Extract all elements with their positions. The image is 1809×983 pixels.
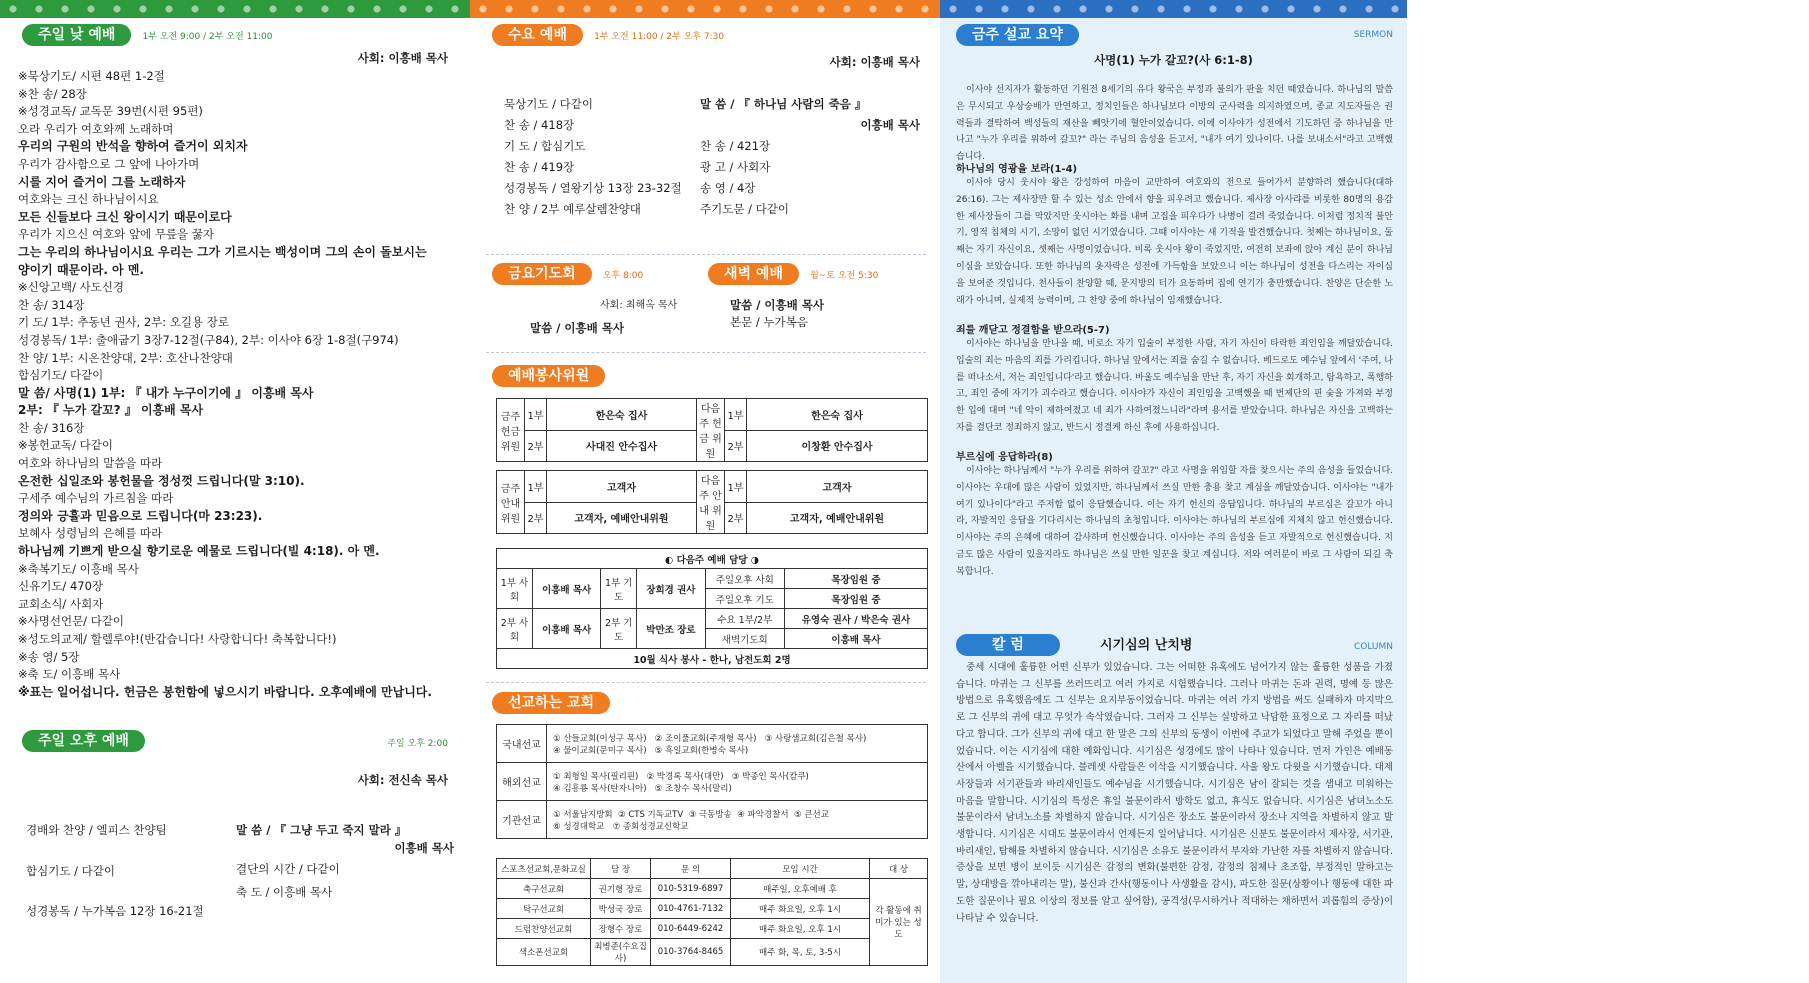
next-week-cell: 목장임원 중	[785, 569, 928, 589]
sports-cell: 드럼찬양선교회	[497, 919, 591, 939]
mission-item: ① 서울남지방회	[553, 809, 613, 820]
sermon-heading: 사명(1) 누가 갈꼬?(사 6:1-8)	[1094, 53, 1253, 67]
mission-item: ① 산들교회(이성구 목사)	[553, 733, 647, 744]
sports-cell: 최병준(수요집사)	[591, 939, 651, 966]
friday-host: 사회: 최해옥 목사	[600, 300, 678, 311]
order-line: 우리가 지으신 여호와 앞에 무릎을 꿇자	[18, 227, 215, 242]
next-week-cell: 주일오후 사회	[705, 569, 784, 589]
sunday-afternoon-header	[22, 730, 145, 752]
friday-time: 오후 8:00	[602, 271, 644, 281]
sunday-afternoon-host: 사회: 전신속 목사	[357, 773, 448, 787]
sunday-afternoon-right	[236, 822, 454, 901]
offering-label-next: 다음주 헌금 위원	[697, 399, 725, 462]
sunday-morning-header	[22, 24, 272, 46]
order-line: 우리의 구원의 반석을 향하여 즐거이 외치자	[18, 139, 248, 154]
wednesday-item: 찬 송 / 418장	[504, 118, 575, 132]
next-week-title: ◐ 다음주 예배 담당 ◑	[497, 549, 928, 569]
next-week-cell: 유영숙 권사 / 박은숙 권사	[785, 609, 928, 629]
order-line: 성경봉독/ 1부: 출애굽기 3장7-12절(구84), 2부: 이사야 6장 1-8절(구974)	[18, 332, 399, 347]
order-line: ※송 영/ 5장	[18, 649, 80, 664]
wednesday-item: 묵상기도 / 다같이	[504, 97, 593, 111]
mission-item: ④ 김흥룡 목사(탄자니아)	[553, 783, 647, 794]
part-label: 2부	[525, 502, 547, 534]
mission-item: ② CTS 기독교TV	[618, 809, 684, 820]
next-week-cell: 1부 사회	[497, 569, 533, 609]
afternoon-item: 합심기도 / 다같이	[26, 863, 115, 878]
part-label: 2부	[725, 502, 747, 534]
order-line: 찬 송/ 314장	[18, 297, 85, 312]
mission-item: ③ 사랑샘교회(김은철 목사)	[764, 733, 867, 744]
wednesday-item: 광 고 / 사회자	[700, 160, 771, 174]
wednesday-title: 수요 예배	[492, 24, 583, 46]
sports-target: 각 활동에 취미가 있는 성도	[870, 879, 928, 966]
order-line: 시를 지어 즐거이 그를 노래하자	[18, 174, 186, 189]
offering-next-1: 한은숙 집사	[747, 399, 928, 431]
order-line: 여호와 하나님의 말씀을 따라	[18, 456, 163, 471]
wednesday-item: 찬 양 / 2부 예루살렘찬양대	[504, 202, 641, 216]
usher-next-2: 고객자, 예배안내위원	[747, 502, 928, 534]
order-line: ※축 도/ 이흥배 목사	[18, 667, 121, 682]
order-line: ※신앙고백/ 사도신경	[18, 280, 125, 295]
order-line: 보혜사 성령님의 은혜를 따라	[18, 526, 163, 541]
next-week-cell: 주일오후 기도	[705, 589, 784, 609]
friday-sermon: 말씀 / 이흥배 목사	[530, 321, 624, 335]
order-line: 기 도/ 1부: 추동년 권사, 2부: 오길용 장로	[18, 315, 230, 330]
offering-committee-table	[496, 398, 928, 462]
next-week-cell: 장희경 권사	[637, 569, 705, 609]
order-line: 그는 우리의 하나님이시요 우리는 그가 기르시는 백성이며 그의 손이 돌보시는	[18, 244, 427, 259]
wednesday-item: 주기도문 / 다같이	[700, 202, 789, 216]
afternoon-item: 경배와 찬양 / 엘피스 찬양팀	[26, 823, 167, 837]
usher-label-this: 금주 안내 위원	[497, 471, 525, 534]
sermon-column-panel	[940, 0, 1407, 983]
sports-header: 스포츠선교회,문화교실	[497, 859, 591, 879]
order-line: 정의와 긍휼과 믿음으로 드립니다(마 23:23).	[18, 508, 263, 523]
order-line: 말 씀/ 사명(1) 1부: 『 내가 누구이기에 』 이흥배 목사	[18, 385, 314, 400]
wednesday-item: 찬 송 / 421장	[700, 139, 771, 153]
mission-item: ④ 파악경찰서	[737, 809, 789, 820]
offering-this-1: 한은숙 집사	[547, 399, 697, 431]
dawn-sermon: 말씀 / 이흥배 목사	[730, 298, 824, 312]
next-week-cell: 2부 기도	[601, 609, 637, 649]
sports-cell: 색소폰선교회	[497, 939, 591, 966]
sermon-point: 이사야는 하나님을 만나을 때, 비로소 자기 입술이 부정한 사람, 자기 자신이 타락한 죄인임을 깨달았습니다. 입술의 죄는 마음의 죄를 가리킵니다. 하나님 앞에서는 죄를 숨길 수 없습니다. 베드로도 예수님 앞에서 '주여, 나를 떠나소서, 저는 죄인입니다'라고 했습니다. 바울도 예수님을 만난 후, 자기 자신을 회개하고, 탐욕하고, 폭행하고, 죄인 중에 자기가 괴수라고 했습니다. 이사야가 자신이 죄인임을 고백했을 때 번제단의 핀 숯을 가져와 부정한 입에 대며 "네 악이 제하여졌고 네 죄가 사하여졌느니라"라며 용서를 받았습니다. 하나님은 자신을 고백하는 자를 결단코 정죄하지 않고, 반드시 정결케 하신 후에 사용하십니다.	[956, 339, 1393, 433]
order-line: 양이기 때문이라. 아 멘.	[18, 262, 144, 277]
usher-label-next: 다음주 안내 위원	[697, 471, 725, 534]
next-week-table	[496, 548, 928, 669]
mission-item: ⑥ 성경대학교	[553, 821, 605, 832]
order-line: ※봉헌교독/ 다같이	[18, 438, 113, 453]
sunday-afternoon-time: 주일 오후 2:00	[387, 739, 448, 749]
order-line: ※표는 일어섭니다. 헌금은 봉헌함에 넣으시기 바랍니다. 오후예배에 만납니다.	[18, 684, 432, 699]
sermon-point-title: 하나님의 영광을 보라(1-4)	[956, 164, 1078, 175]
offering-next-2: 이창환 안수집사	[747, 430, 928, 462]
sermon-tag: SERMON	[1353, 30, 1393, 40]
sports-cell: 010-3764-8465	[651, 939, 731, 966]
sports-cell: 권기형 장로	[591, 879, 651, 899]
mission-item: ⑦ 종회성경교신학교	[612, 821, 689, 832]
mission-item: ③ 극동방송	[688, 809, 732, 820]
wednesday-header	[492, 24, 724, 46]
sunday-worship-panel	[0, 0, 470, 983]
afternoon-item: 결단의 시간 / 다같이	[236, 862, 340, 877]
sports-header: 담 장	[591, 859, 651, 879]
committee-header	[492, 365, 605, 387]
divider	[486, 254, 926, 255]
sunday-afternoon-title: 주일 오후 예배	[22, 730, 145, 752]
sports-cell: 탁구선교회	[497, 899, 591, 919]
sports-header: 대 상	[870, 859, 928, 879]
usher-this-1: 고객자	[547, 471, 697, 503]
blue-top-bar	[940, 0, 1407, 18]
sermon-point-title: 부르심에 응답하라(8)	[956, 452, 1053, 463]
next-week-cell: 이흥배 목사	[533, 609, 601, 649]
wednesday-time: 1부 오전 11:00 / 2부 오후 7:30	[594, 32, 725, 42]
order-line: 찬 양/ 1부: 시온찬양대, 2부: 호산나찬양대	[18, 350, 233, 365]
sports-cell: 010-4761-7132	[651, 899, 731, 919]
order-line: 오라 우리가 여호와께 노래하며	[18, 121, 174, 136]
friday-header	[492, 263, 643, 285]
sports-cell: 매주 화요일, 오후 1시	[731, 919, 870, 939]
sermon-intro: 이사야 선지자가 활동하던 기원전 8세기의 유다 왕국은 부정과 불의가 판을 치던 때였습니다. 하나님의 말씀은 무시되고 우상숭배가 만연하고, 정치인들은 하나님보다 이방의 군사력을 의지하였으며, 종교 지도자들은 권력들과 결탁하여 백성들의 재산을 빼앗기에 혈안이었습니다. 이에 이사야가 성전에서 기도하던 중 하나님을 만나고 "누가 우리를 위하여 갈꼬?" 라는 주님의 음성을 듣고서, "내가 여기 있나이다. 나를 보내소서"라고 고백했습니다.	[956, 85, 1393, 163]
orange-top-bar	[470, 0, 940, 18]
part-label: 1부	[725, 399, 747, 431]
part-label: 2부	[725, 430, 747, 462]
sports-header: 문 의	[651, 859, 731, 879]
sports-cell: 박성국 장로	[591, 899, 651, 919]
wednesday-item: 성경봉독 / 열왕기상 13장 23-32절	[504, 181, 682, 195]
mission-items	[547, 801, 928, 839]
friday-title: 금요기도회	[492, 263, 592, 285]
sports-table	[496, 858, 928, 966]
order-line: 교회소식/ 사회자	[18, 596, 104, 611]
order-line: 합심기도/ 다같이	[18, 368, 104, 383]
dawn-text: 본문 / 누가복음	[730, 315, 808, 329]
column-body: 중세 시대에 훌륭한 어떤 신부가 있었습니다. 그는 어떠한 유혹에도 넘어가지 않는 훌륭한 성품을 가졌습니다. 마귀는 그 신부를 쓰러뜨리고 여러 가지로 시험했습니다. 그러나 마귀는 돈과 권력, 명예 등 많은 방법으로 유혹했음에도 그 신부는 요지부동이었습니다. 마귀는 여러 가지 방법을 써도 실패하자 마지막으로 그 신부의 귀에 대고 무엇가 속삭였습니다. 그러자 그 신부는 실망하고 낙담한 표정으로 그 자리를 떠났다고 합니다. 그가 신부의 귀에 대고 한 말은 그의 신부의 동생이 이번에 주교가 되었다고 말해 주었을 뿐이었습니다. 이는 시기심에 대한 예화입니다. 시기심은 성경에도 많이 나타나 있습니다. 먼저 가인은 예배동산에서 아벨을 시기했습니다. 블레셋 사람들은 이삭을 시기했습니다. 사울 왕도 다윗을 시기했습니다. 대제사장들과 서기관들과 바리새인들도 예수님을 시기했습니다. 시기심은 남이 잘되는 것을 샘내고 미워하는 마음을 말합니다. 시기심의 특성은 휴일 불문이라서 방학도 없고, 휴식도 없습니다. 시기심은 남녀노소도 불문이라서 남녀노소를 차별하지 않습니다. 시기심은 장소도 불문이라서 장소나 지역을 차별하지 않고 발생합니다. 시기심은 시대도 불문이라서 언제든지 일어납니다. 시기심은 신분도 불문이라서 제사장, 서기관, 바리새인, 탐해를 차별하지 않습니다. 시기심은 소유도 불문이라서 부자와 가난한 자를 차별하지 않습니다. 증상을 보면 병이 보이듯 시기심은 감정의 변화(불편한 감정, 감정의 침체나 초조함, 부정적인 말하고는 말, 상대방을 깎아내리는 말), 불신과 간사(행동이나 사생활을 감시), 파도한 질문(상황이나 행동에 대한 파도한 질문이나 필요 이상의 정보를 알고 싶어함), 공격성(무시하거나 적대하는 채하면서 괴롭힘의 증상)이 나타날 수 있습니다.	[956, 662, 1393, 924]
sports-cell: 매주 화요일, 오후 1시	[731, 899, 870, 919]
dawn-title: 새벽 예배	[708, 263, 799, 285]
order-line: 하나님께 기쁘게 받으실 향기로운 예물로 드립니다(빌 4:18). 아 멘.	[18, 544, 380, 559]
sports-cell: 010-6449-6242	[651, 919, 731, 939]
order-line: ※성경교독/ 교독문 39번(시편 95편)	[18, 104, 203, 119]
committee-title: 예배봉사위원	[492, 365, 605, 387]
order-line: 여호와는 크신 하나님이시요	[18, 192, 159, 207]
mission-item: ③ 박종인 목사(캄쿠)	[731, 771, 809, 782]
wednesday-host: 사회: 이흥배 목사	[829, 55, 920, 69]
part-label: 2부	[525, 430, 547, 462]
weekday-worship-panel	[470, 0, 940, 983]
next-week-cell: 이흥배 목사	[785, 629, 928, 649]
offering-label-this: 금주 헌금 위원	[497, 399, 525, 462]
offering-this-2: 사대진 안수집사	[547, 430, 697, 462]
mission-items	[547, 725, 928, 763]
order-line: 우리가 감사함으로 그 앞에 나아가며	[18, 156, 200, 171]
sermon-summary-header	[956, 24, 1079, 46]
order-line: ※성도의교제/ 할렐루야!(반갑습니다! 사랑합니다! 축복합니다!)	[18, 632, 337, 646]
next-week-cell: 이흥배 목사	[533, 569, 601, 609]
sunday-morning-time: 1부 오전 9:00 / 2부 오전 11:00	[142, 32, 273, 42]
part-label: 1부	[525, 471, 547, 503]
mission-label: 기관선교	[497, 801, 547, 839]
order-line: 온전한 십일조와 봉헌물을 정성껏 드립니다(말 3:10).	[18, 473, 305, 488]
divider	[486, 352, 926, 353]
order-line: 구세주 예수님의 가르침을 따라	[18, 491, 174, 506]
sports-cell: 매주일, 오후예배 후	[731, 879, 870, 899]
mission-item: ① 최형일 목사(필리핀)	[553, 771, 639, 782]
divider	[486, 682, 926, 683]
wednesday-right	[700, 94, 920, 220]
next-week-cell: 2부 사회	[497, 609, 533, 649]
sports-cell: 장형수 장로	[591, 919, 651, 939]
mission-item: ⑤ 흑일교회(한병숙 목사)	[654, 745, 749, 756]
afternoon-sermon: 말 씀 / 『 그냥 두고 죽지 말라 』	[236, 823, 407, 837]
sermon-body	[956, 82, 1393, 577]
afternoon-item: 성경봉독 / 누가복음 12장 16-21절	[26, 904, 204, 919]
next-week-cell: 수요 1부/2부	[705, 609, 784, 629]
missions-header	[492, 692, 610, 714]
column-title: 칼 럼	[956, 634, 1060, 656]
wednesday-item: 송 영 / 4장	[700, 181, 756, 195]
order-line: ※축복기도/ 이흥배 목사	[18, 561, 139, 576]
order-line: ※찬 송/ 28장	[18, 86, 87, 101]
order-line: ※묵상기도/ 시편 48편 1-2절	[18, 69, 165, 83]
wednesday-preacher: 이흥배 목사	[860, 118, 920, 132]
column-tag: COLUMN	[1353, 642, 1393, 652]
order-line: 찬 송/ 316장	[18, 420, 85, 435]
mission-label: 국내선교	[497, 725, 547, 763]
next-week-cell: 1부 기도	[601, 569, 637, 609]
sunday-morning-title: 주일 낮 예배	[22, 24, 131, 46]
dawn-time: 월~토 오전 5:30	[810, 271, 879, 281]
next-week-footer: 10월 식사 봉사 - 한나, 남전도회 2명	[497, 649, 928, 669]
wednesday-item: 기 도 / 합심기도	[504, 139, 586, 153]
mission-label: 해외선교	[497, 763, 547, 801]
part-label: 1부	[725, 471, 747, 503]
mission-items	[547, 763, 928, 801]
sports-cell: 축구선교회	[497, 879, 591, 899]
sermon-point-title: 죄를 깨닫고 정결함을 받으라(5-7)	[956, 325, 1110, 336]
afternoon-item: 축 도 / 이흥배 목사	[236, 884, 333, 899]
sermon-summary-title: 금주 설교 요약	[956, 24, 1079, 46]
sermon-point: 이사야는 하나님께서 "누가 우리를 위하여 갈꼬?" 라고 사명을 위임할 자를 찾으시는 주의 음성을 들었습니다. 이사야는 우대에 많은 사람이 있었지만, 하나님께서 쓰실 만한 충용 찾고 계심을 깨달았습니다. 이사야는 "내가 여기 있나이다"라고 주저함 없이 응답했습니다. 이는 자기 헌신의 응답입니다. 하나님의 부르심은 갈꼬가 아니라, 자발적인 응답을 기다리시는 하나님의 초청입니다. 이사야는 하나님의 부르심에 지체치 않고 헌신했습니다. 이사야는 주의 은혜에 대하여 감사하며 헌신했습니다. 이사야는 주의 음성을 듣고 자발적으로 헌신했습니다. 지금도 많은 사람이 있을지라도 하나님은 쓰실 만한 일꾼을 찾고 계십니다. 저와 여러분이 바로 그 사람이 되길 축복합니다.	[956, 466, 1393, 577]
sermon-point: 이사야 당시 웃시야 왕은 강성하여 마음이 교만하여 여호와의 전으로 들어가서 분향하려 했습니다(대하 26:16). 그는 제사장만 할 수 있는 성소 안에서 향을 피우려고 했습니다. 제사장 아사랴를 비롯한 80명의 용감한 제사장들이 그를 막았지만 웃시야는 화를 내며 고집을 피우다가 나병이 걸려 죽었습니다. 이처럼 정치적 불안기, 영적 침체의 시기, 소망이 없던 시기였습니다. 그때 이사야는 새 기적을 발견했습니다. 첫째는 하나님이요, 둘째는 자기 자신이요, 셋째는 사명이었습니다. 비록 웃시야 왕이 죽었지만, 여전히 보좌에 앉아 계신 분이 하나님이심을 보았습니다. 또한 하나님의 옷자락은 성전에 가득함을 보았으니 이는 하나님이 성전을 다스리는 자이심을 보여준 것입니다. 천사들이 찬양할 때, 문지방의 터가 요동하며 집에 연기가 충만했습니다. 찬양은 단순한 노래가 아니며, 실제적 능력이며, 그 찬양 중에 하나님이 임재했습니다.	[956, 178, 1393, 306]
wednesday-sermon: 말 씀 / 『 하나님 사람의 죽음 』	[700, 97, 867, 111]
usher-next-1: 고객자	[747, 471, 928, 503]
mission-item: ② 박경록 목사(대만)	[646, 771, 724, 782]
next-week-cell: 박만조 장로	[637, 609, 705, 649]
column-heading: 시기심의 난치병	[1100, 638, 1193, 653]
wednesday-left	[504, 94, 694, 220]
sports-header: 모임 시간	[731, 859, 870, 879]
sunday-morning-host: 사회: 이흥배 목사	[357, 51, 448, 65]
wednesday-item: 찬 송 / 419장	[504, 160, 575, 174]
mission-item: ⑤ 큰선교	[793, 809, 829, 820]
afternoon-preacher: 이흥배 목사	[394, 840, 454, 855]
column-header	[956, 634, 1060, 656]
usher-committee-table	[496, 470, 928, 534]
green-top-bar	[0, 0, 470, 18]
next-week-cell: 목장임원 중	[785, 589, 928, 609]
mission-item: ④ 물이교회(문미구 목사)	[553, 745, 647, 756]
missions-title: 선교하는 교회	[492, 692, 610, 714]
dawn-header	[708, 263, 878, 285]
part-label: 1부	[525, 399, 547, 431]
next-week-cell: 새벽기도회	[705, 629, 784, 649]
order-line: 2부: 『 누가 갈꼬? 』 이흥배 목사	[18, 403, 204, 418]
sunday-morning-order	[18, 68, 458, 701]
order-line: 모든 신들보다 크신 왕이시기 때문이로다	[18, 209, 232, 224]
mission-item: ② 조이풀교회(주재형 목사)	[654, 733, 757, 744]
missions-table	[496, 724, 928, 839]
sunday-afternoon-left	[26, 822, 226, 921]
usher-this-2: 고객자, 예배안내위원	[547, 502, 697, 534]
sports-cell: 010-5319-6897	[651, 879, 731, 899]
mission-item: ⑤ 조창수 목사(말리)	[654, 783, 732, 794]
order-line: ※사명선언문/ 다같이	[18, 614, 125, 629]
sports-cell: 매주 화, 목, 토, 3-5시	[731, 939, 870, 966]
order-line: 신유기도/ 470장	[18, 579, 104, 594]
